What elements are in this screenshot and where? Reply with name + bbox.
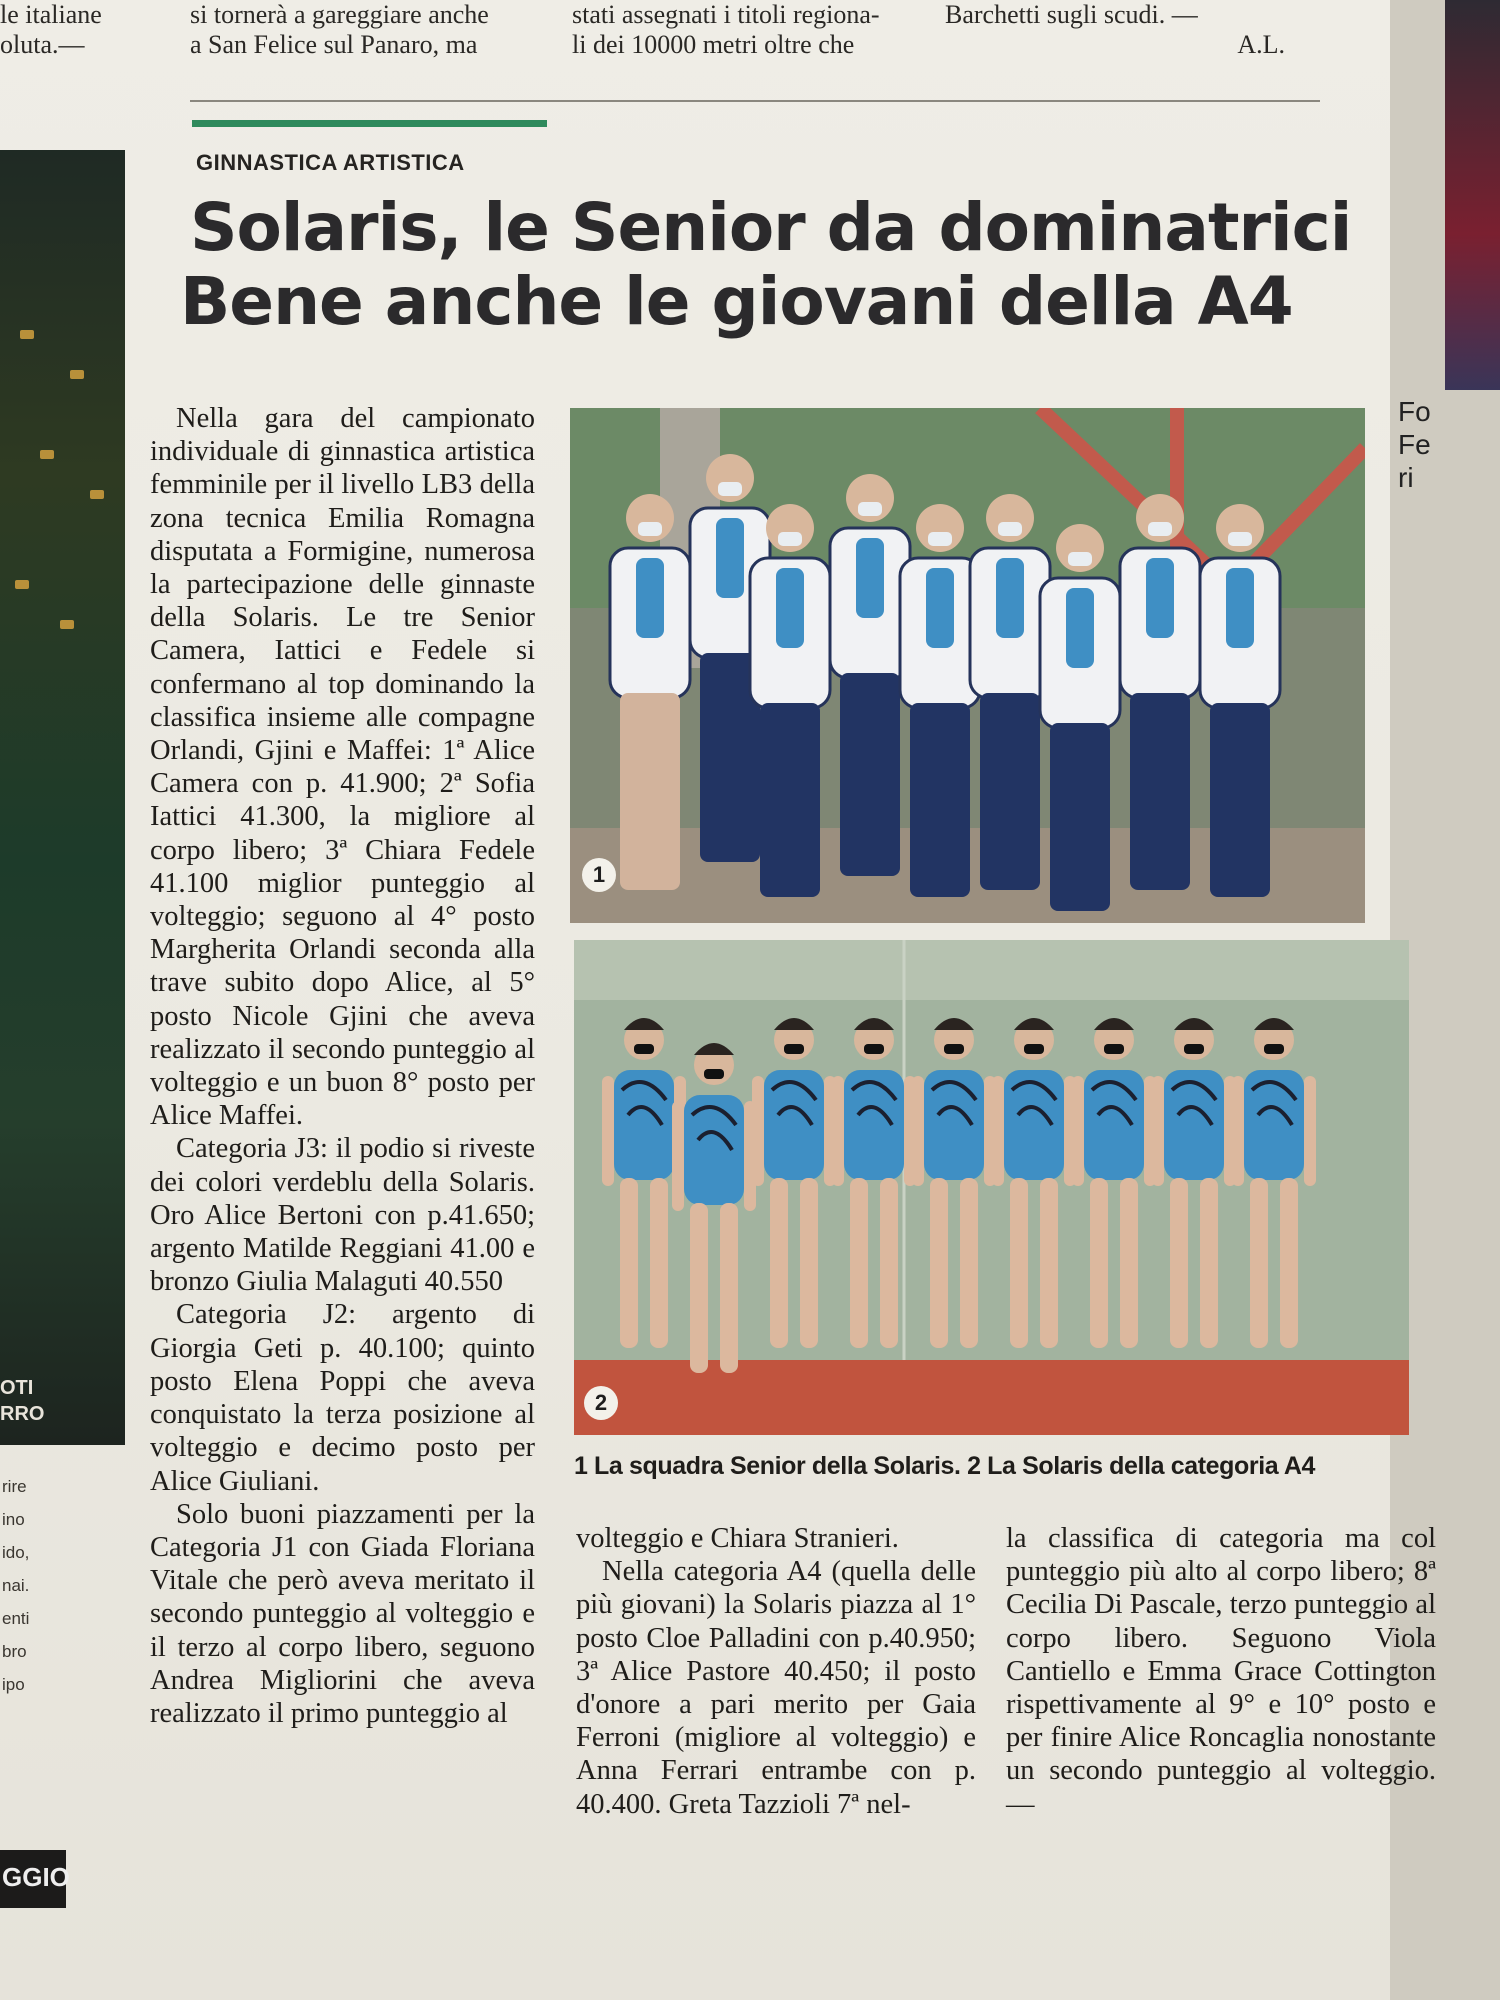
confetti [60, 620, 74, 629]
adjacent-word: bro [2, 1642, 27, 1661]
photo-senior-team [570, 408, 1365, 923]
credit-line: RRO [0, 1403, 45, 1425]
edge-word: Fo [1398, 396, 1431, 427]
photo-senior-team-image [570, 408, 1365, 923]
top-fragment-left [0, 0, 102, 60]
confetti [15, 580, 29, 589]
confetti [70, 370, 84, 379]
edge-word: Fe [1398, 429, 1431, 460]
article-column-3 [1006, 1522, 1436, 1821]
badge-text: GGIO [2, 1862, 70, 1892]
adjacent-photo-strip [1445, 0, 1500, 390]
adjacent-word: enti [2, 1609, 30, 1628]
photo-number-badge: 1 [582, 858, 616, 892]
paragraph: Nella categoria A4 (quella delle più giovani) la Solaris piazza al 1° posto Cloe Palladini con p.40.950; 3ª Alice Pastore 40.450; il posto d'onore a pari merito per Gaia Ferroni (migliore al volteggio) e Anna Ferrari entrambe con p. 40.400. Greta Tazzioli 7ª nel- [576, 1556, 976, 1820]
article-column-2 [576, 1522, 976, 1821]
paragraph: la classifica di categoria ma col punteggio più alto al corpo libero; 8ª Cecilia Di Pascale, terzo punteggio al corpo libero. Seguono Viola Cantiello e Emma Grace Cottington rispettivamente al 9° e 10° posto e per finire Alice Roncaglia nonostante un secondo punteggio al volteggio. — [1006, 1523, 1436, 1820]
gymnast-figure [970, 494, 1050, 890]
gymnast-figure [1120, 494, 1200, 890]
gymnast-figure [610, 494, 690, 890]
paragraph: Solo buoni piazzamenti per la Categoria J1 con Giada Floriana Vitale che però aveva meritato il secondo punteggio al volteggio e il terzo al corpo libero, seguono Andrea Migliorini che aveva realizzato il primo punteggio al [150, 1498, 535, 1729]
headline-line-2: Bene anche le giovani della A4 [180, 263, 1293, 340]
gymnast-figure [750, 504, 830, 897]
confetti [90, 490, 104, 499]
top-fragment-col3 [572, 0, 880, 60]
gymnast-figure [1200, 504, 1280, 897]
paragraph: Nella gara del campionato individuale di ginnastica artistica femminile per il livello LB3 della zona tecnica Emilia Romagna disputata a Formigine, numerosa la partecipazione delle ginnaste della Solaris. Le tre Senior Camera, Iattici e Fedele si confermano al top dominando la classifica insieme alle compagne Orlandi, Gjini e Maffei: 1ª Alice Camera con p. 41.900; 2ª Sofia Iattici 41.300, la migliore al corpo libero; 3ª Chiara Fedele 41.100 miglior punteggio al volteggio; seguono al 4° posto Margherita Orlandi seconda alla trave subito dopo Alice, al 5° posto Nicole Gjini che aveva realizzato il secondo punteggio al volteggio e un buon 8° posto per Alice Maffei. [150, 403, 535, 1132]
fragment-line: a San Felice sul Panaro, ma [190, 30, 478, 59]
senior-gymnasts-group [610, 454, 1280, 911]
photo-caption: 1 La squadra Senior della Solaris. 2 La Solaris della categoria A4 [574, 1452, 1316, 1480]
article-column-1 [150, 402, 535, 1730]
fragment-line: stati assegnati i titoli regiona- [572, 0, 880, 29]
fragment-line: Barchetti sugli scudi. — [945, 0, 1198, 29]
paragraph: volteggio e Chiara Stranieri. [576, 1523, 899, 1554]
author-initials: A.L. [1237, 30, 1285, 59]
section-divider [190, 100, 1320, 102]
paragraph: Categoria J3: il podio si riveste dei colori verdeblu della Solaris. Oro Alice Bertoni con p.41.650; argento Matilde Reggiani 41.00 e bronzo Giulia Malaguti 40.550 [150, 1133, 535, 1298]
fragment-line: le italiane [0, 0, 102, 29]
gymnast-figure [900, 504, 980, 897]
photo-credit [0, 1375, 44, 1427]
photo-number-badge: 2 [584, 1386, 618, 1420]
photo-a4-team [574, 940, 1409, 1435]
adjacent-word: nai. [2, 1576, 30, 1595]
credit-line: OTI [0, 1377, 34, 1399]
adjacent-word: ido, [2, 1543, 30, 1562]
fragment-line: si tornerà a gareggiare anche [190, 0, 489, 29]
top-fragment-col2 [190, 0, 489, 60]
edge-word: ri [1398, 462, 1414, 493]
headline-line-1: Solaris, le Senior da dominatrici [190, 189, 1352, 266]
adjacent-photo [0, 150, 125, 1445]
fragment-line: oluta.— [0, 30, 85, 59]
adjacent-word: ino [2, 1510, 25, 1529]
adjacent-badge [0, 1850, 70, 1908]
kicker-bar [192, 120, 547, 127]
gymnast-figure [1040, 524, 1120, 911]
fragment-line: li dei 10000 metri oltre che [572, 30, 855, 59]
section-kicker: GINNASTICA ARTISTICA [196, 150, 465, 175]
gymnast-figure [830, 474, 910, 876]
paragraph: Categoria J2: argento di Giorgia Geti p. 40.100; quinto posto Elena Poppi che aveva conquistato la terza posizione al volteggio e decimo posto per Alice Giuliani. [150, 1299, 535, 1497]
photo-a4-team-image [574, 940, 1409, 1435]
confetti [20, 330, 34, 339]
adjacent-word: rire [2, 1477, 27, 1496]
confetti [40, 450, 54, 459]
adjacent-word: ipo [2, 1675, 25, 1694]
top-fragment-col4 [945, 0, 1285, 60]
